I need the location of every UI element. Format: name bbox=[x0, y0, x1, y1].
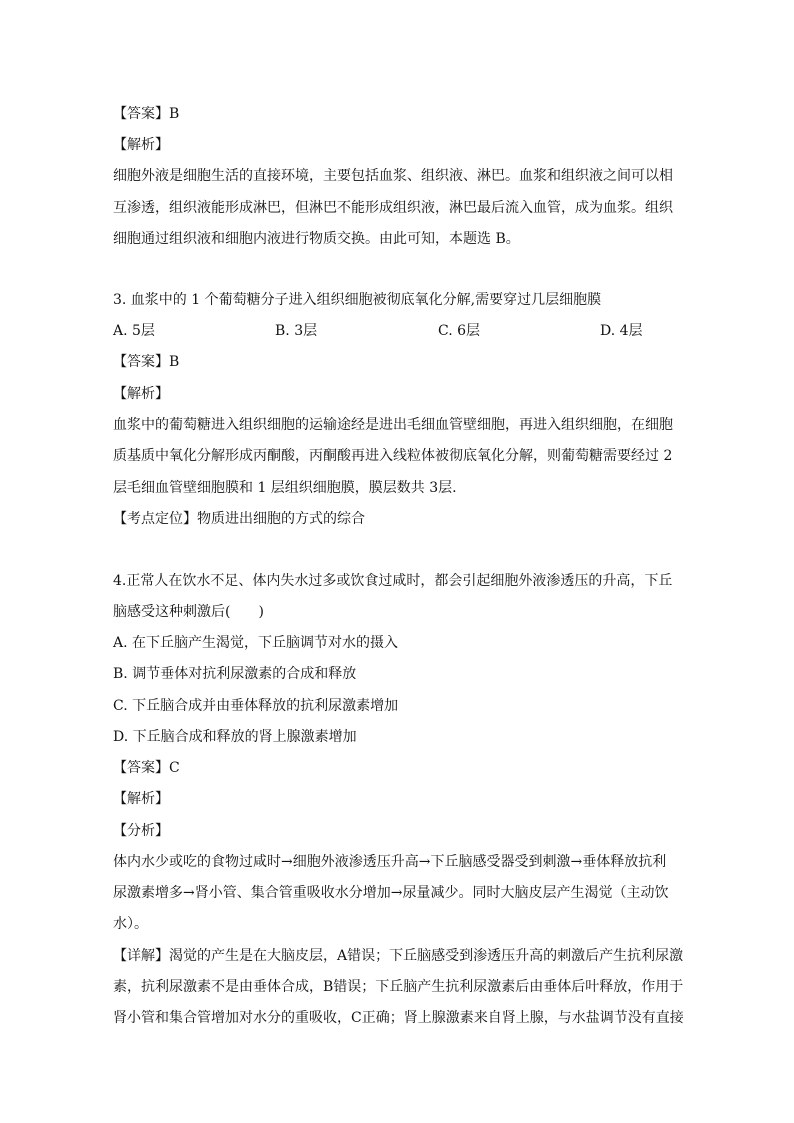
q3-question: 3. 血浆中的 1 个葡萄糖分子进入组织细胞被彻底氧化分解,需要穿过几层细胞膜 bbox=[113, 292, 602, 308]
q3-analysis-line: 质基质中氧化分解形成丙酮酸，丙酮酸再进入线粒体被彻底氧化分解，则葡萄糖需要经过 2 bbox=[113, 448, 673, 464]
q4-option-a: A. 在下丘脑产生渴觉，下丘脑调节对水的摄入 bbox=[113, 635, 399, 651]
q3-option-b: B. 3层 bbox=[275, 323, 318, 339]
q3-answer: 【答案】B bbox=[113, 354, 180, 370]
q4-analysis-label: 【解析】 bbox=[113, 791, 169, 807]
q4-xiangjie-line: 肾小管和集合管增加对水分的重吸收，C正确；肾上腺激素来自肾上腺，与水盐调节没有直接 bbox=[113, 1010, 684, 1026]
q2-answer: 【答案】B bbox=[113, 106, 180, 122]
q3-analysis-label: 【解析】 bbox=[113, 386, 169, 402]
q4-option-d: D. 下丘脑合成和释放的肾上腺激素增加 bbox=[113, 729, 357, 745]
q4-option-c: C. 下丘脑合成并由垂体释放的抗利尿激素增加 bbox=[113, 698, 399, 714]
q2-analysis-line: 细胞外液是细胞生活的直接环境，主要包括血浆、组织液、淋巴。血浆和组织液之间可以相 bbox=[113, 168, 673, 184]
q4-fenxi-label: 【分析】 bbox=[113, 823, 169, 839]
q4-xiangjie-line: 【详解】渴觉的产生是在大脑皮层，A错误；下丘脑感受到渗透压升高的刺激后产生抗利尿激 bbox=[113, 948, 684, 964]
q3-kaodian: 【考点定位】物质进出细胞的方式的综合 bbox=[113, 511, 365, 527]
q4-fenxi-line: 水）。 bbox=[113, 916, 148, 932]
q4-xiangjie-line: 素，抗利尿激素不是由垂体合成，B错误；下丘脑产生抗利尿激素后由垂体后叶释放，作用于 bbox=[113, 979, 684, 995]
q3-option-a: A. 5层 bbox=[113, 323, 155, 339]
q4-fenxi-line: 体内水少或吃的食物过咸时→细胞外液渗透压升高→下丘脑感受器受到刺激→垂体释放抗利 bbox=[113, 854, 667, 870]
q4-option-b: B. 调节垂体对抗利尿激素的合成和释放 bbox=[113, 666, 357, 682]
q3-option-c: C. 6层 bbox=[438, 323, 481, 339]
q2-analysis-label: 【解析】 bbox=[113, 137, 169, 153]
q4-answer: 【答案】C bbox=[113, 760, 180, 776]
q4-fenxi-line: 尿激素增多→肾小管、集合管重吸收水分增加→尿量减少。同时大脑皮层产生渴觉（主动饮 bbox=[113, 885, 669, 901]
q3-analysis-line: 层毛细血管壁细胞膜和 1 层组织细胞膜，膜层数共 3层. bbox=[113, 480, 457, 496]
q2-analysis-line: 细胞通过组织液和细胞内液进行物质交换。由此可知，本题选 B。 bbox=[113, 231, 520, 247]
q4-question-line: 脑感受这种刺激后( ) bbox=[113, 604, 264, 620]
q3-option-d: D. 4层 bbox=[600, 323, 643, 339]
q2-analysis-line: 互渗透，组织液能形成淋巴，但淋巴不能形成组织液，淋巴最后流入血管，成为血浆。组织 bbox=[113, 200, 673, 216]
q4-question-line: 4.正常人在饮水不足、体内失水过多或饮食过咸时，都会引起细胞外液渗透压的升高，下丘 bbox=[113, 573, 673, 589]
q3-analysis-line: 血浆中的葡萄糖进入组织细胞的运输途经是进出毛细血管壁细胞，再进入组织细胞，在细胞 bbox=[113, 417, 673, 433]
